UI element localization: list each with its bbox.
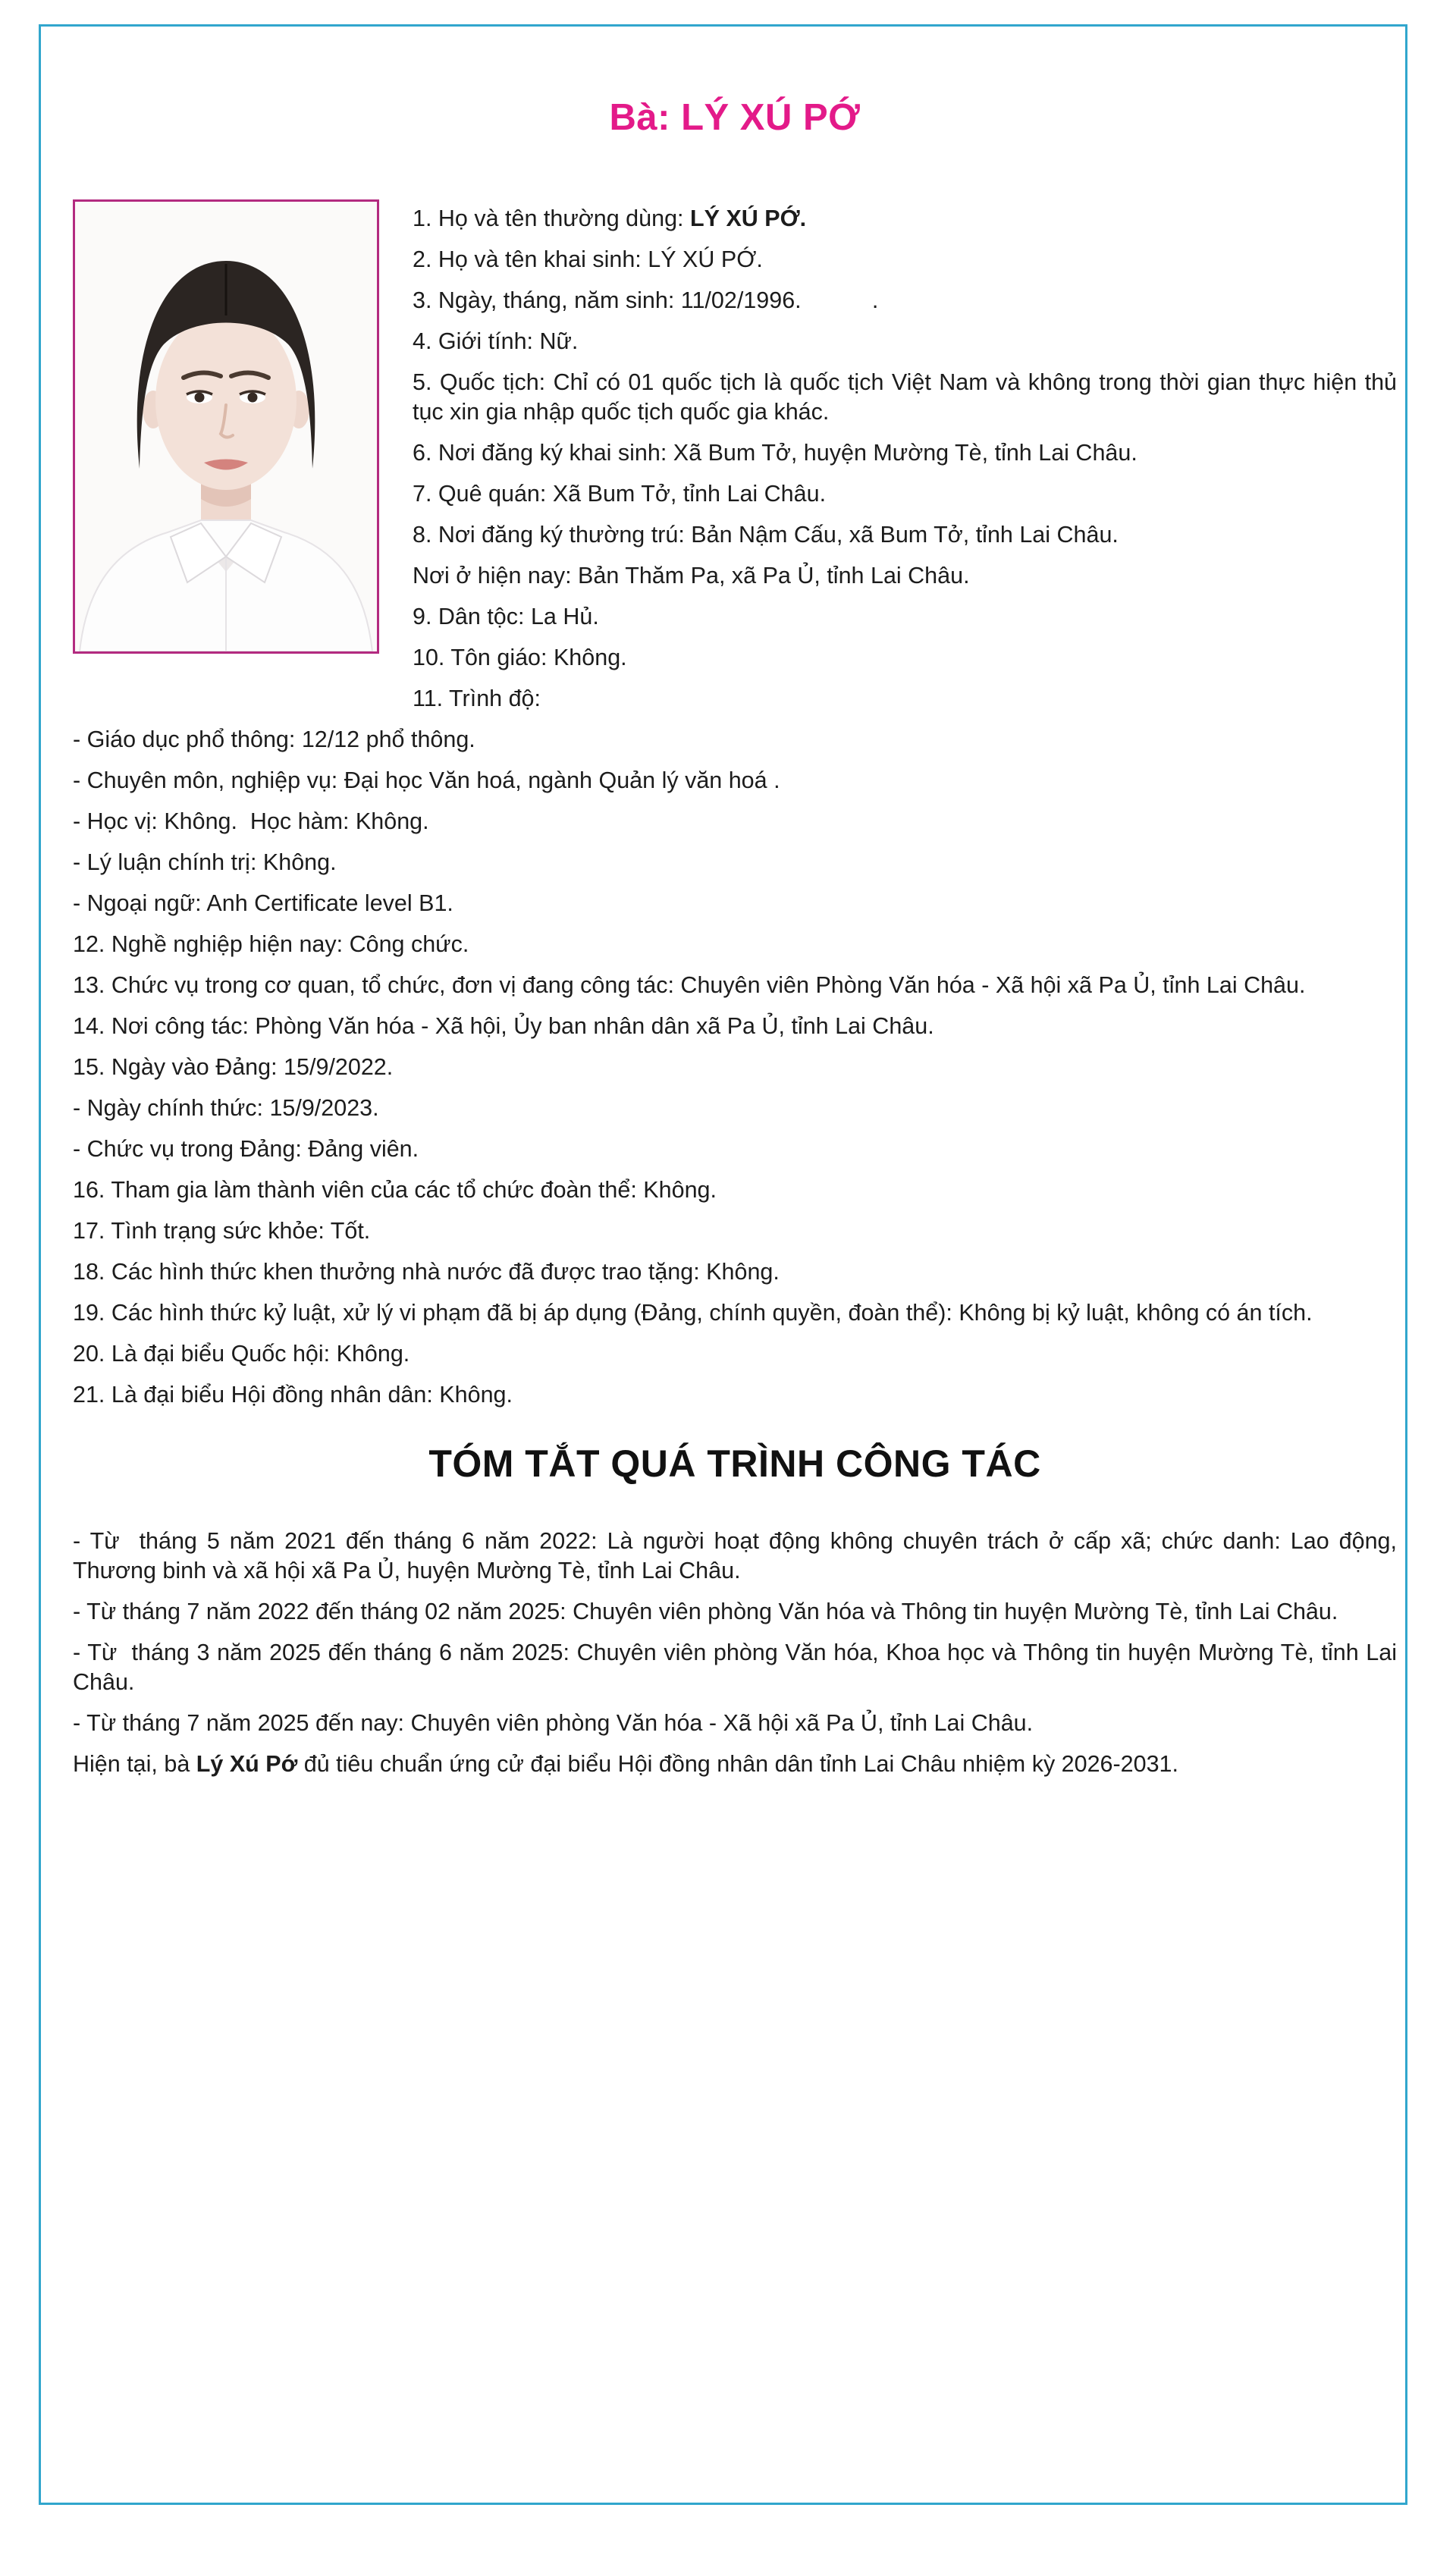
closing-text-before: Hiện tại, bà bbox=[73, 1751, 196, 1777]
portrait-photo bbox=[73, 199, 379, 654]
profile-item: 6. Nơi đăng ký khai sinh: Xã Bum Tở, huyện Mường Tè, tỉnh Lai Châu. bbox=[413, 440, 1138, 466]
profile-detail: 12. Nghề nghiệp hiện nay: Công chức. bbox=[73, 931, 469, 957]
career-summary-heading: TÓM TẮT QUÁ TRÌNH CÔNG TÁC bbox=[428, 1442, 1041, 1485]
profile-item: 2. Họ và tên khai sinh: LÝ XÚ PỚ. bbox=[413, 246, 763, 272]
career-summary bbox=[73, 1527, 1397, 1779]
profile-item: 8. Nơi đăng ký thường trú: Bản Nậm Cấu, xã Bum Tở, tỉnh Lai Châu. bbox=[413, 522, 1119, 548]
page-title: Bà: LÝ XÚ PỚ bbox=[609, 97, 861, 138]
profile-item: 7. Quê quán: Xã Bum Tở, tỉnh Lai Châu. bbox=[413, 481, 827, 507]
person-name: Lý Xú Pớ bbox=[196, 1751, 298, 1777]
profile-item-fullname bbox=[413, 199, 1397, 234]
portrait-illustration bbox=[75, 202, 377, 651]
profile-item: 3. Ngày, tháng, năm sinh: 11/02/1996. . bbox=[413, 287, 879, 313]
profile-item: 5. Quốc tịch: Chỉ có 01 quốc tịch là quốc tịch Việt Nam và không trong thời gian thực hiện thủ tục xin gia nhập quốc tịch quốc gia khác. bbox=[413, 369, 1397, 425]
summary-paragraph: - Từ tháng 5 năm 2021 đến tháng 6 năm 2022: Là người hoạt động không chuyên trách ở cấp xã; chức danh: Lao động, Thương binh và xã hội xã Pa Ủ, huyện Mường Tè, tỉnh Lai Châu. bbox=[73, 1528, 1397, 1583]
summary-closing bbox=[73, 1750, 1397, 1779]
profile-item: 4. Giới tính: Nữ. bbox=[413, 328, 579, 354]
profile-detail: 20. Là đại biểu Quốc hội: Không. bbox=[73, 1341, 410, 1367]
profile-items bbox=[413, 199, 1397, 714]
profile-detail: - Ngày chính thức: 15/9/2023. bbox=[73, 1095, 379, 1121]
profile-detail: 15. Ngày vào Đảng: 15/9/2022. bbox=[73, 1054, 394, 1080]
profile-detail: 18. Các hình thức khen thưởng nhà nước đã được trao tặng: Không. bbox=[73, 1259, 780, 1285]
iris-right bbox=[248, 393, 258, 403]
profile-item: 9. Dân tộc: La Hủ. bbox=[413, 604, 599, 629]
profile-detail: 19. Các hình thức kỷ luật, xử lý vi phạm đã bị áp dụng (Đảng, chính quyền, đoàn thể): Không bị kỷ luật, không có án tích. bbox=[73, 1300, 1313, 1326]
profile-detail: - Học vị: Không. Học hàm: Không. bbox=[73, 808, 429, 834]
profile-detail: - Chức vụ trong Đảng: Đảng viên. bbox=[73, 1136, 419, 1162]
profile-details bbox=[73, 725, 1397, 1410]
iris-left bbox=[195, 393, 205, 403]
page-border-frame bbox=[39, 24, 1407, 2505]
profile-item: 10. Tôn giáo: Không. bbox=[413, 645, 627, 670]
summary-paragraph: - Từ tháng 7 năm 2025 đến nay: Chuyên viên phòng Văn hóa - Xã hội xã Pa Ủ, tỉnh Lai Châu. bbox=[73, 1710, 1034, 1736]
profile-detail: 17. Tình trạng sức khỏe: Tốt. bbox=[73, 1218, 371, 1244]
summary-paragraph: - Từ tháng 7 năm 2022 đến tháng 02 năm 2025: Chuyên viên phòng Văn hóa và Thông tin huyện Mường Tè, tỉnh Lai Châu. bbox=[73, 1599, 1338, 1624]
profile-detail: - Giáo dục phổ thông: 12/12 phổ thông. bbox=[73, 727, 475, 752]
profile-section bbox=[73, 199, 1397, 714]
profile-item: 11. Trình độ: bbox=[413, 686, 541, 711]
summary-paragraph: - Từ tháng 3 năm 2025 đến tháng 6 năm 2025: Chuyên viên phòng Văn hóa, Khoa học và Thông tin huyện Mường Tè, tỉnh Lai Châu. bbox=[73, 1640, 1397, 1695]
profile-detail: - Ngoại ngữ: Anh Certificate level B1. bbox=[73, 890, 453, 916]
profile-item: Nơi ở hiện nay: Bản Thăm Pa, xã Pa Ủ, tỉnh Lai Châu. bbox=[413, 563, 970, 588]
profile-detail: - Lý luận chính trị: Không. bbox=[73, 849, 337, 875]
profile-detail: 16. Tham gia làm thành viên của các tổ chức đoàn thể: Không. bbox=[73, 1177, 717, 1203]
page-content bbox=[73, 95, 1397, 1791]
closing-text-after: đủ tiêu chuẩn ứng cử đại biểu Hội đồng nhân dân tỉnh Lai Châu nhiệm kỳ 2026-2031. bbox=[297, 1751, 1178, 1777]
profile-detail: - Chuyên môn, nghiệp vụ: Đại học Văn hoá, ngành Quản lý văn hoá . bbox=[73, 767, 780, 793]
person-name: LÝ XÚ PỚ. bbox=[690, 206, 807, 231]
profile-detail: 21. Là đại biểu Hội đồng nhân dân: Không. bbox=[73, 1382, 513, 1408]
profile-detail: 13. Chức vụ trong cơ quan, tổ chức, đơn vị đang công tác: Chuyên viên Phòng Văn hóa - Xã hội xã Pa Ủ, tỉnh Lai Châu. bbox=[73, 972, 1306, 998]
profile-detail: 14. Nơi công tác: Phòng Văn hóa - Xã hội, Ủy ban nhân dân xã Pa Ủ, tỉnh Lai Châu. bbox=[73, 1013, 934, 1039]
profile-item-label: 1. Họ và tên thường dùng: bbox=[413, 206, 690, 231]
